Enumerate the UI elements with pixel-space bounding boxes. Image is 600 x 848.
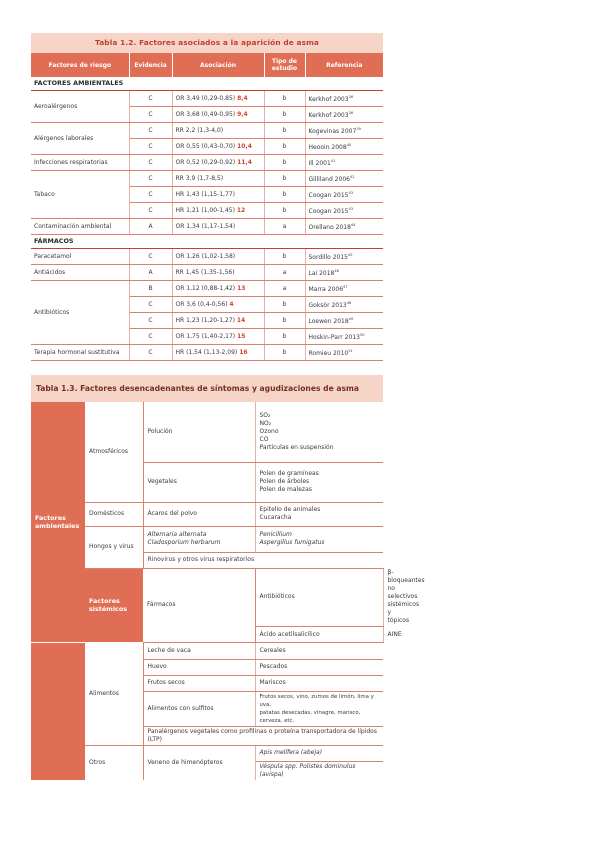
cell-factor: Tabaco bbox=[31, 171, 129, 219]
list-item: Polen de malezas bbox=[259, 486, 312, 493]
table12-title: Tabla 1.2. Factores asociados a la aparición de asma bbox=[31, 33, 383, 53]
cell-asociacion bbox=[172, 329, 264, 345]
cell-evidencia: C bbox=[129, 313, 172, 329]
list-item: Alternaria alternata bbox=[147, 531, 207, 538]
table-row: Factores sistémicos Fármacos Antibióticos β-bloqueantes no selectivos sistémicos y tópicos bbox=[31, 568, 383, 627]
cell-tipo: b bbox=[264, 139, 305, 155]
cell-domesticos: Domésticos bbox=[85, 502, 143, 526]
cell-otros: Otros bbox=[85, 745, 143, 780]
table-row: Ácido acetilsalicílico AINE bbox=[31, 627, 383, 643]
cell-referencia bbox=[305, 91, 383, 107]
cell-factor: Antibióticos bbox=[31, 281, 129, 345]
cell-asociacion bbox=[172, 107, 264, 123]
cell-asociacion bbox=[172, 203, 264, 219]
table-row bbox=[31, 123, 383, 139]
cell-panalergenos: Panalérgenos vegetales como profilinas o proteína transportadora de lípidos (LTP) bbox=[143, 726, 383, 745]
document-page bbox=[31, 33, 425, 780]
table13 bbox=[31, 402, 425, 643]
section-label: FACTORES AMBIENTALES bbox=[31, 77, 383, 91]
cell-asociacion bbox=[172, 281, 264, 297]
cell-asociacion bbox=[172, 297, 264, 313]
list-item: Penicillium bbox=[259, 531, 292, 538]
group-ambientales: Factores ambientales bbox=[31, 402, 85, 643]
ref-text: Coogan 2015 bbox=[308, 192, 349, 199]
table-row bbox=[31, 402, 383, 462]
ref-text: Kerkhof 2003 bbox=[308, 96, 349, 103]
cell-factor: Terapia hormonal sustitutiva bbox=[31, 345, 129, 361]
cell-asociacion bbox=[172, 187, 264, 203]
cell-tipo: b bbox=[264, 91, 305, 107]
list-item: patatas desecadas, vinagre, marisco, cerveza, etc. bbox=[259, 709, 361, 724]
cell-tipo: b bbox=[264, 313, 305, 329]
ref-text: Kogevinas 2007 bbox=[308, 128, 357, 135]
cell-factor: Antiácidos bbox=[31, 265, 129, 281]
cell-tipo: b bbox=[264, 155, 305, 171]
assoc-highlight: 16 bbox=[239, 349, 248, 356]
cell-acaros: Ácaros del polvo bbox=[143, 502, 255, 526]
cell-referencia bbox=[305, 203, 383, 219]
ref-text: Romieu 2010 bbox=[308, 350, 349, 357]
assoc-text: OR 3,49 (0,29-0,85) bbox=[175, 95, 236, 102]
ref-text: Loewen 2018 bbox=[308, 318, 349, 325]
ref-text: Ill 2001 bbox=[308, 160, 331, 167]
cell-evidencia: C bbox=[129, 203, 172, 219]
ref-superscript: 51 bbox=[348, 349, 353, 353]
assoc-text: HR 1,21 (1,00-1,45) bbox=[175, 207, 235, 214]
list-item: Polen de árboles bbox=[259, 478, 310, 485]
ref-superscript: 45 bbox=[348, 253, 353, 257]
table-row bbox=[31, 171, 383, 187]
assoc-highlight: 15 bbox=[237, 333, 246, 340]
cell-evidencia: C bbox=[129, 329, 172, 345]
cell-evidencia: A bbox=[129, 265, 172, 281]
ref-superscript: 50 bbox=[359, 333, 365, 337]
cell-evidencia: C bbox=[129, 171, 172, 187]
header-evidencia: Evidencia bbox=[129, 53, 172, 77]
cell-referencia bbox=[305, 265, 383, 281]
assoc-text: OR 3,68 (0,49-0,95) bbox=[175, 111, 236, 118]
table-row bbox=[31, 345, 383, 361]
cell-veneno: Veneno de himenópteros bbox=[143, 745, 255, 780]
cell-atmosfericos: Atmosféricos bbox=[85, 402, 143, 502]
table12-header-row bbox=[31, 53, 383, 77]
cell-tipo: a bbox=[264, 265, 305, 281]
ref-superscript: 43 bbox=[348, 191, 354, 195]
section-row bbox=[31, 235, 383, 249]
ref-text: Goksör 2013 bbox=[308, 302, 347, 309]
assoc-highlight: 12 bbox=[236, 207, 246, 214]
cell-referencia bbox=[305, 313, 383, 329]
assoc-highlight: 14 bbox=[236, 317, 246, 324]
ref-superscript: 36 bbox=[348, 111, 354, 115]
cell-referencia bbox=[305, 345, 383, 361]
cell-domesticos-items bbox=[255, 502, 383, 526]
assoc-text: HR 1,43 (1,15-1,77) bbox=[175, 191, 235, 198]
table-row bbox=[31, 281, 383, 297]
cell-tipo: b bbox=[264, 345, 305, 361]
cell-evidencia: C bbox=[129, 297, 172, 313]
group-sistemicos-cont bbox=[31, 643, 85, 780]
ref-text: Marra 2006 bbox=[308, 286, 344, 293]
group-sistemicos: Factores sistémicos bbox=[85, 568, 143, 643]
cell-tipo: b bbox=[264, 123, 305, 139]
assoc-text: RR 2,2 (1,3-4,0) bbox=[175, 127, 224, 134]
cell-hongos-a bbox=[143, 526, 255, 552]
header-factores: Factores de riesgo bbox=[31, 53, 129, 77]
table-row bbox=[31, 265, 383, 281]
cell-vegetales: Vegetales bbox=[143, 462, 255, 502]
assoc-highlight: 11,4 bbox=[237, 159, 252, 166]
cell-referencia bbox=[305, 139, 383, 155]
assoc-text: RR 3,9 (1,7-8,5) bbox=[175, 175, 224, 182]
cell-referencia bbox=[305, 329, 383, 345]
list-item: CO bbox=[259, 435, 269, 443]
ref-text: Heooin 2008 bbox=[308, 144, 347, 151]
list-item: Aspergillus fumigatus bbox=[259, 539, 325, 546]
cell-tipo: b bbox=[264, 329, 305, 345]
cell-pescados: Pescados bbox=[255, 659, 383, 675]
cell-evidencia: C bbox=[129, 345, 172, 361]
list-item: Frutos secos, vino, zumos de limón, lima y uva, bbox=[259, 693, 374, 708]
cell-apis: Apis melífera (abeja) bbox=[255, 745, 383, 761]
cell-referencia bbox=[305, 297, 383, 313]
table-row bbox=[31, 643, 383, 659]
cell-factor: Paracetamol bbox=[31, 249, 129, 265]
assoc-text: OR 1,12 (0,88-1,42) bbox=[175, 285, 236, 292]
cell-mariscos: Mariscos bbox=[255, 675, 383, 691]
cell-tipo: a bbox=[264, 219, 305, 235]
header-tipo: Tipo de estudio bbox=[264, 53, 305, 77]
ref-text: Hoskin-Parr 2013 bbox=[308, 334, 360, 341]
ref-superscript: 36 bbox=[348, 95, 354, 99]
cell-asociacion bbox=[172, 91, 264, 107]
cell-factor: Alérgenos laborales bbox=[31, 123, 129, 155]
ref-superscript: 41 bbox=[330, 159, 336, 163]
cell-asociacion bbox=[172, 139, 264, 155]
cell-hongos: Hongos y virus bbox=[85, 526, 143, 568]
header-referencia: Referencia bbox=[305, 53, 383, 77]
cell-factor: Contaminación ambiental bbox=[31, 219, 129, 235]
cell-tipo: a bbox=[264, 281, 305, 297]
cell-aas: Ácido acetilsalicílico bbox=[255, 627, 383, 643]
assoc-text: OR 1,34 (1,17-1,54) bbox=[175, 223, 236, 230]
ref-text: Gilliland 2006 bbox=[308, 176, 350, 183]
table-row bbox=[31, 219, 383, 235]
ref-text: Kerkhof 2003 bbox=[308, 112, 349, 119]
assoc-highlight: 4 bbox=[229, 301, 234, 308]
list-item: Cladosporium herbarum bbox=[147, 539, 221, 546]
ref-text: Orellano 2018 bbox=[308, 224, 351, 231]
cell-polucion: Polución bbox=[143, 402, 255, 462]
ref-superscript: 48 bbox=[346, 301, 352, 305]
cell-tipo: b bbox=[264, 187, 305, 203]
cell-evidencia: C bbox=[129, 139, 172, 155]
cell-frutos: Frutos secos bbox=[143, 675, 255, 691]
list-item: Epitelio de animales bbox=[259, 506, 321, 513]
cell-tipo: b bbox=[264, 297, 305, 313]
list-item: Cucaracha bbox=[259, 514, 292, 521]
assoc-highlight: 13 bbox=[237, 285, 246, 292]
cell-referencia bbox=[305, 171, 383, 187]
cell-evidencia: C bbox=[129, 187, 172, 203]
cell-evidencia: C bbox=[129, 91, 172, 107]
table-row bbox=[31, 249, 383, 265]
cell-asociacion bbox=[172, 265, 264, 281]
assoc-text: HR (1,54 (1,13-2,09) bbox=[175, 349, 238, 356]
cell-evidencia: C bbox=[129, 107, 172, 123]
list-item: NO₂ bbox=[259, 419, 272, 427]
ref-text: Coogan 2015 bbox=[308, 208, 349, 215]
ref-superscript: 49 bbox=[348, 317, 354, 321]
table-row bbox=[31, 91, 383, 107]
cell-evidencia: C bbox=[129, 249, 172, 265]
cell-referencia bbox=[305, 249, 383, 265]
ref-superscript: 44 bbox=[350, 223, 356, 227]
cell-evidencia: B bbox=[129, 281, 172, 297]
cell-tipo: b bbox=[264, 171, 305, 187]
cell-tipo: b bbox=[264, 203, 305, 219]
table13-title: Tabla 1.3. Factores desencadenantes de síntomas y agudizaciones de asma bbox=[31, 375, 383, 402]
table12 bbox=[31, 53, 383, 361]
assoc-text: OR 1,26 (1,02-1,58) bbox=[175, 253, 236, 260]
section-label: FÁRMACOS bbox=[31, 235, 383, 249]
cell-factor: Infecciones respiratorias bbox=[31, 155, 129, 171]
assoc-highlight: 9,4 bbox=[237, 111, 248, 118]
cell-sulfitos-val bbox=[255, 691, 383, 726]
cell-asociacion bbox=[172, 155, 264, 171]
cell-huevo: Huevo bbox=[143, 659, 255, 675]
cell-referencia bbox=[305, 155, 383, 171]
ref-superscript: 42 bbox=[349, 175, 355, 179]
cell-antibioticos: Antibióticos bbox=[255, 568, 383, 627]
assoc-text: OR 3,6 (0,4-0,56) bbox=[175, 301, 228, 308]
ref-text: Sordillo 2015 bbox=[308, 254, 348, 261]
cell-cereales: Cereales bbox=[255, 643, 383, 659]
ref-superscript: 39 bbox=[356, 127, 361, 131]
ref-superscript: 40 bbox=[346, 143, 352, 147]
cell-evidencia: A bbox=[129, 219, 172, 235]
cell-asociacion bbox=[172, 249, 264, 265]
cell-asociacion bbox=[172, 345, 264, 361]
cell-sulfitos: Alimentos con sulfitos bbox=[143, 691, 255, 726]
cell-vespula: Véspula spp, Polistes dominulus (avispa) bbox=[259, 762, 356, 778]
cell-asociacion bbox=[172, 123, 264, 139]
cell-factor: Aeroalérgenos bbox=[31, 91, 129, 123]
assoc-highlight: 10,4 bbox=[237, 143, 252, 150]
ref-superscript: 43 bbox=[348, 207, 354, 211]
cell-referencia bbox=[305, 107, 383, 123]
ref-superscript: 46 bbox=[334, 269, 339, 273]
cell-tipo: b bbox=[264, 107, 305, 123]
cell-vegetales-items bbox=[255, 462, 383, 502]
assoc-text: RR 1,45 (1,35-1,56) bbox=[175, 269, 235, 276]
list-item: Polen de gramíneas bbox=[259, 470, 319, 477]
list-item: Partículas en suspensión bbox=[259, 443, 334, 451]
cell-referencia bbox=[305, 187, 383, 203]
cell-tipo: b bbox=[264, 249, 305, 265]
ref-text: Lai 2018 bbox=[308, 270, 335, 277]
cell-referencia bbox=[305, 123, 383, 139]
section-row bbox=[31, 77, 383, 91]
assoc-text: OR 0,52 (0,29-0,92) bbox=[175, 159, 236, 166]
cell-asociacion bbox=[172, 219, 264, 235]
cell-asociacion bbox=[172, 313, 264, 329]
cell-referencia bbox=[305, 281, 383, 297]
table13-continued bbox=[31, 643, 383, 780]
cell-alimentos: Alimentos bbox=[85, 643, 143, 745]
list-item: SO₂ bbox=[259, 411, 271, 419]
list-item: Ozono bbox=[259, 427, 279, 435]
cell-referencia bbox=[305, 219, 383, 235]
cell-rinovirus: Rinovirus y otros virus respiratorios bbox=[143, 552, 383, 568]
cell-leche: Leche de vaca bbox=[143, 643, 255, 659]
cell-evidencia: C bbox=[129, 155, 172, 171]
assoc-text: HR 1,23 (1,20-1,27) bbox=[175, 317, 235, 324]
assoc-text: OR 0,55 (0,43-0,70) bbox=[175, 143, 236, 150]
cell-asociacion bbox=[172, 171, 264, 187]
assoc-text: OR 1,75 (1,40-2,17) bbox=[175, 333, 236, 340]
table-row bbox=[31, 155, 383, 171]
cell-farmacos: Fármacos bbox=[143, 568, 255, 643]
assoc-highlight: 8,4 bbox=[237, 95, 248, 102]
header-asociacion: Asociación bbox=[172, 53, 264, 77]
cell-hongos-b bbox=[255, 526, 383, 552]
ref-superscript: 47 bbox=[343, 285, 348, 289]
cell-polucion-items bbox=[255, 402, 383, 462]
cell-evidencia: C bbox=[129, 123, 172, 139]
